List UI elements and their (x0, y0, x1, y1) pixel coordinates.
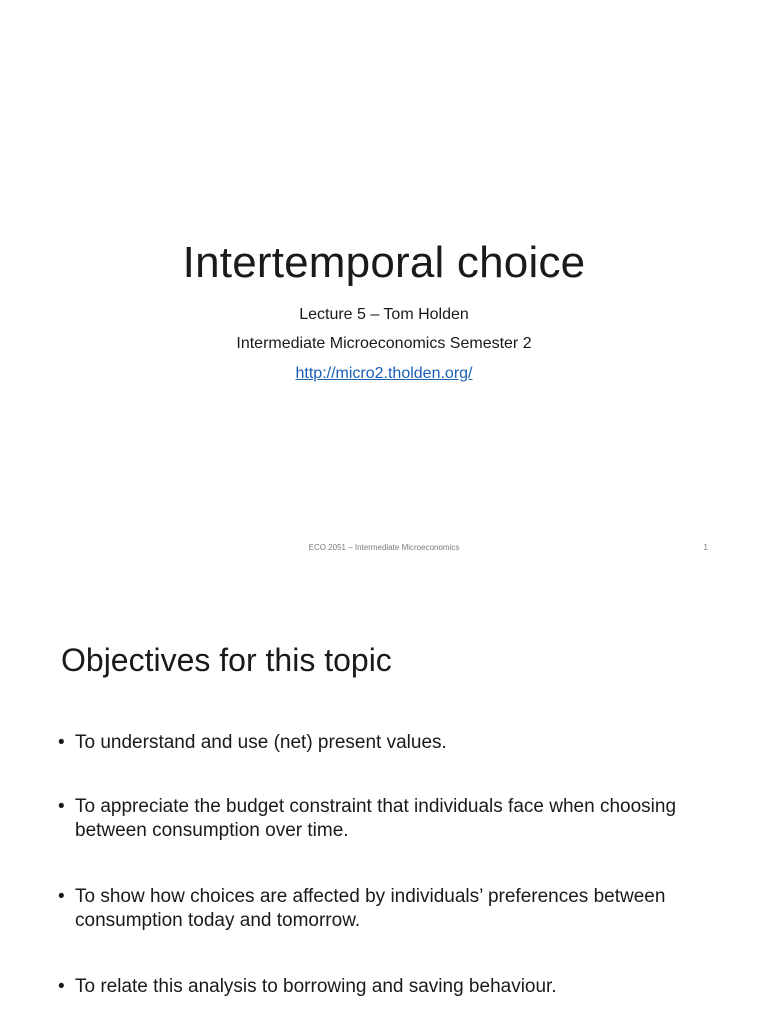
slide-heading: Objectives for this topic (61, 642, 392, 678)
lecture-author-line: Lecture 5 – Tom Holden (299, 306, 469, 323)
bullet-text: To understand and use (net) present values. (75, 732, 447, 753)
bullet-text: To show how choices are affected by individuals’ preferences between consumption today and tomorrow. (75, 886, 666, 931)
bullet-icon: • (58, 796, 65, 817)
list-item (58, 795, 718, 843)
bullet-icon: • (58, 732, 65, 753)
bullet-text: To relate this analysis to borrowing and saving behaviour. (75, 976, 557, 997)
objectives-list (58, 731, 718, 999)
list-item (58, 975, 718, 999)
slide-2 (0, 576, 768, 1024)
slide-footer-text: ECO 2051 – Intermediate Microeconomics (308, 543, 460, 552)
list-item (58, 731, 718, 755)
bullet-icon: • (58, 976, 65, 997)
bullet-icon: • (58, 886, 65, 907)
course-line: Intermediate Microeconomics Semester 2 (236, 335, 532, 352)
slide-title: Intertemporal choice (182, 238, 586, 287)
course-website-link[interactable]: http://micro2.tholden.org/ (295, 365, 473, 382)
list-item (58, 885, 718, 933)
slide-page-number: 1 (703, 543, 708, 552)
bullet-text: To appreciate the budget constraint that individuals face when choosing between consumption over time. (75, 796, 677, 841)
